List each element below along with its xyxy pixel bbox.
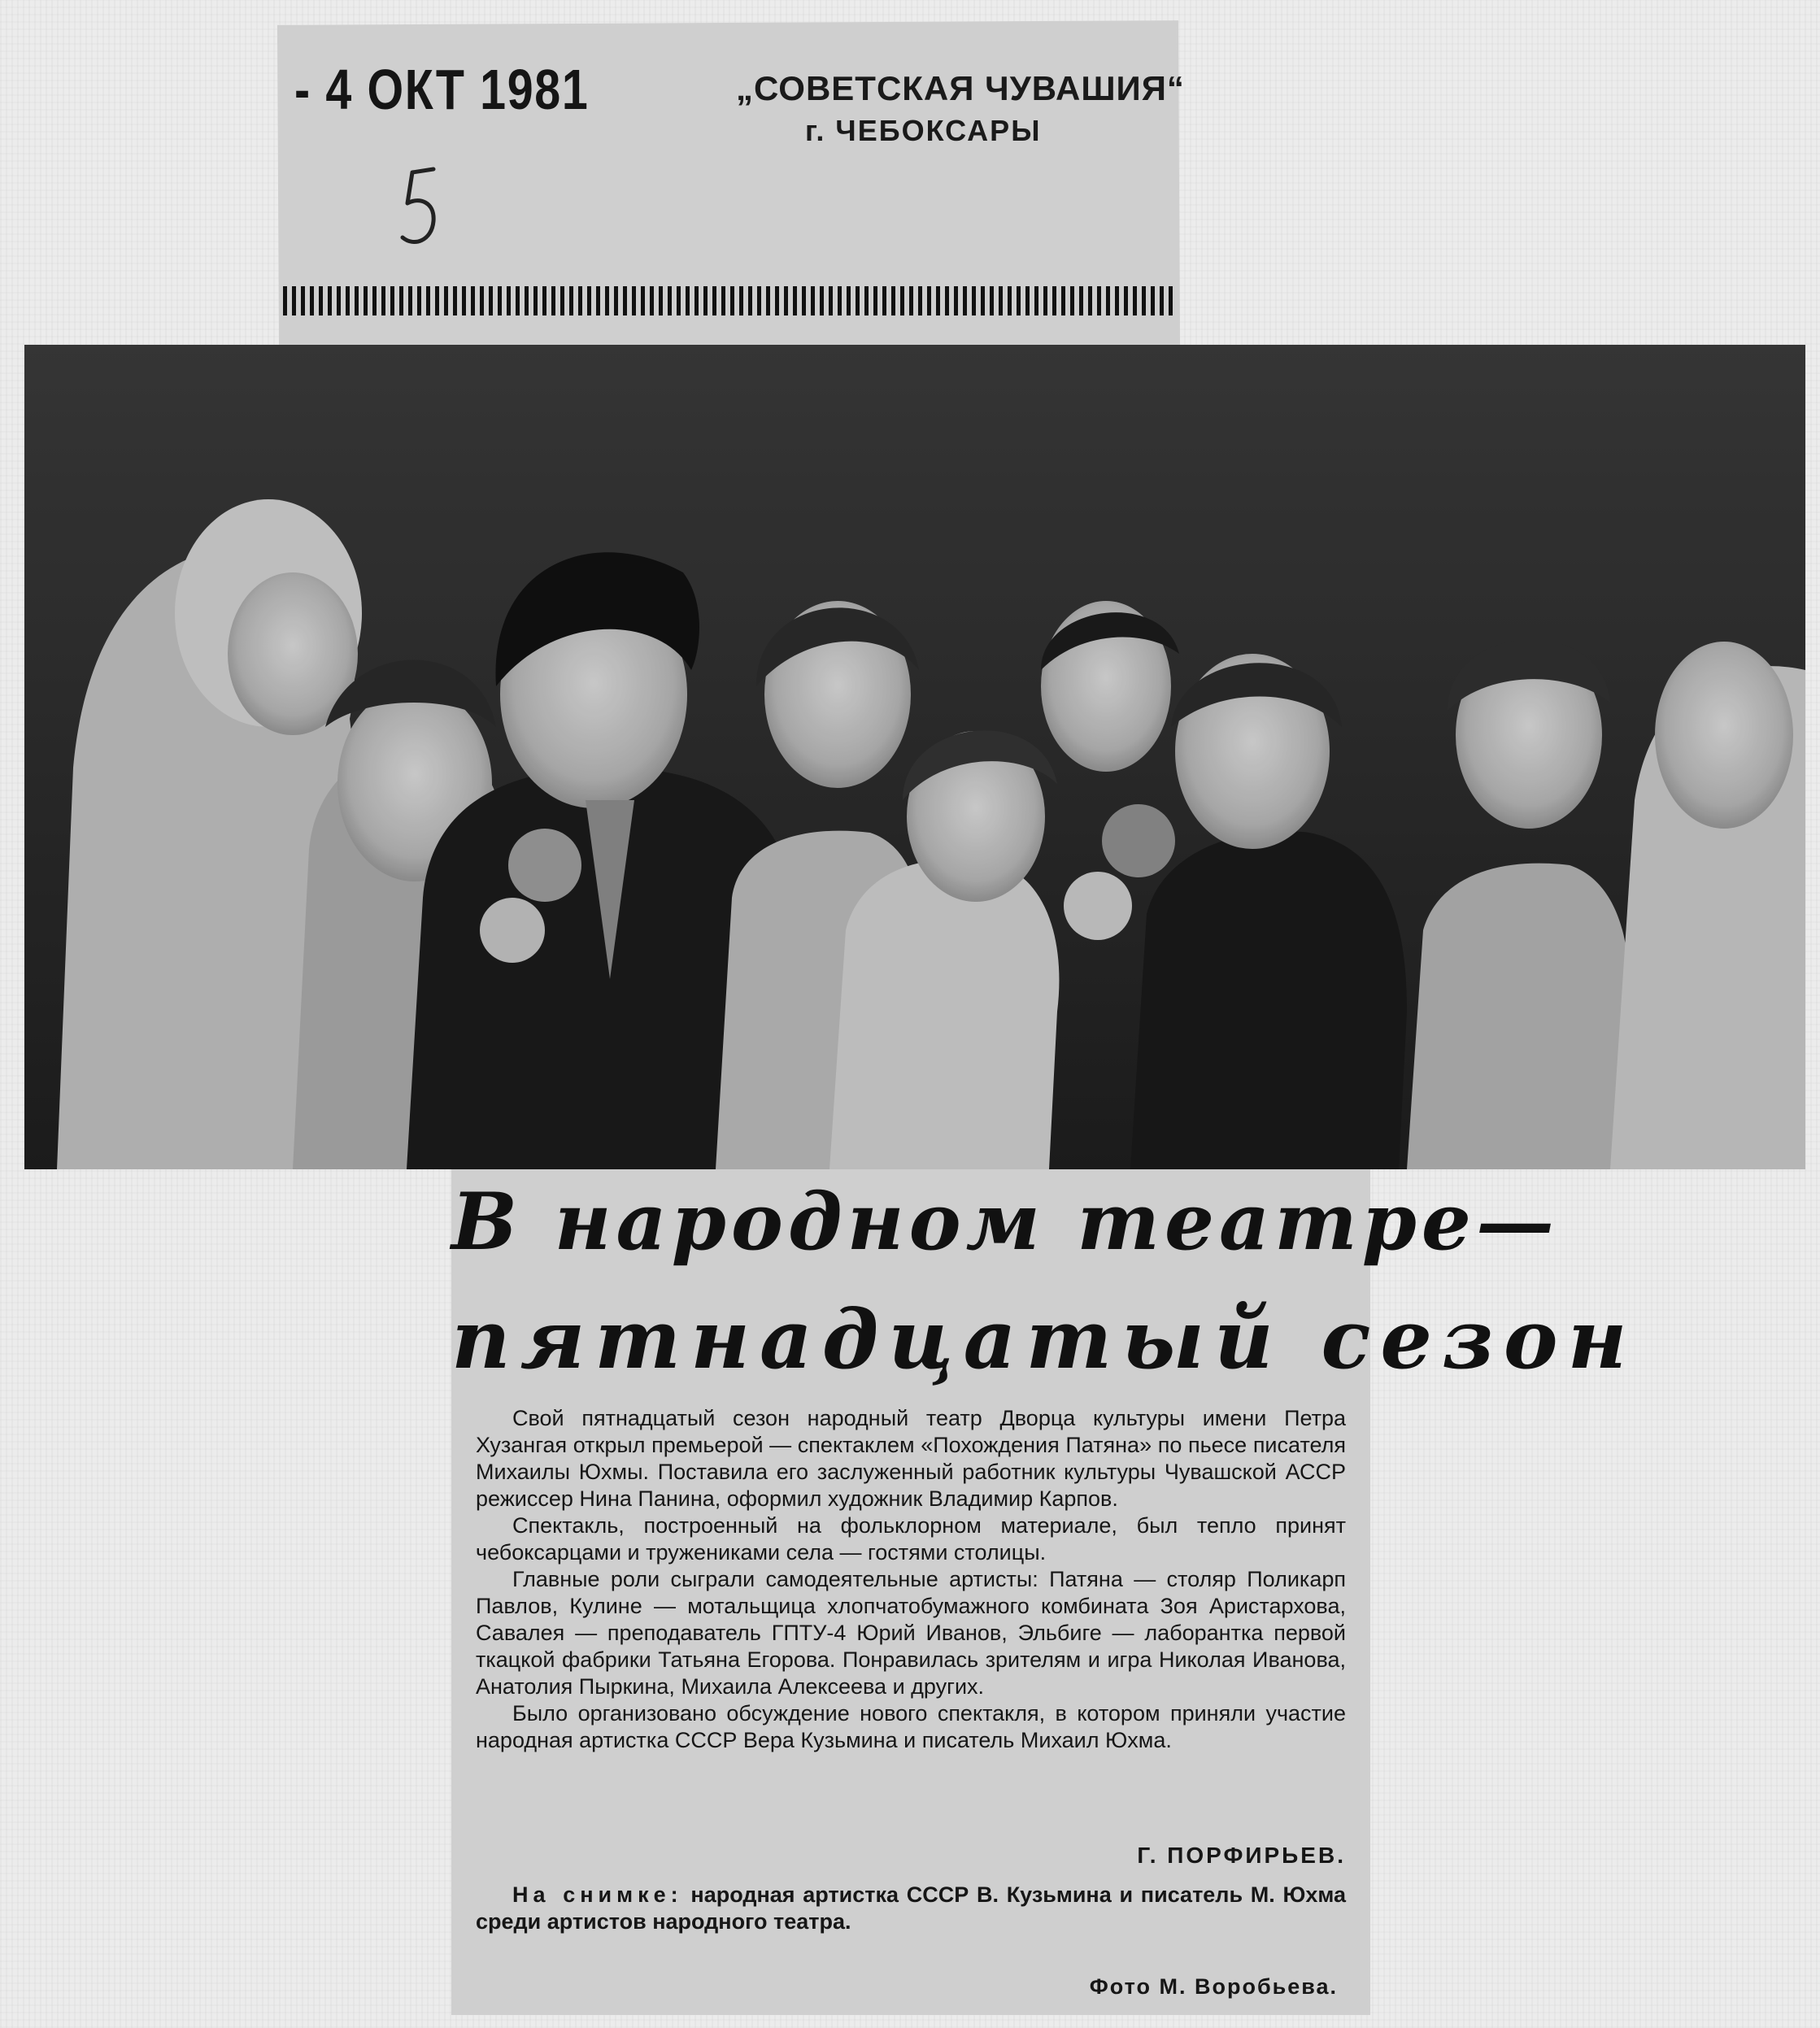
newspaper-name: „СОВЕТСКАЯ ЧУВАШИЯ“ (736, 69, 1185, 107)
paragraph: Свой пятнадцатый сезон народный театр Дворца культуры имени Петра Хузангая открыл премьерой — спектаклем «Похождения Патяна» по пьесе писателя Михаилы Юхмы. Поставила его заслуженный работник культуры Чувашской АССР режиссер Нина Панина, оформил художник Владимир Карпов. (476, 1406, 1346, 1511)
author-signature: Г. ПОРФИРЬЕВ. (1137, 1843, 1346, 1868)
edge-perforation (283, 286, 1174, 316)
group-photo (24, 345, 1805, 1169)
paragraph: Спектакль, построенный на фольклорном материале, был тепло принят чебоксарцами и тружениками села — гостями столицы. (476, 1513, 1346, 1565)
date-stamp: - 4 ОКТ 1981 (294, 58, 590, 121)
caption-text: народная артистка СССР В. Кузьмина и писатель М. Юхма среди артистов народного театра. (476, 1882, 1346, 1934)
paragraph: Было организовано обсуждение нового спектакля, в котором приняли участие народная артистка СССР Вера Кузьмина и писатель Михаил Юхма. (476, 1701, 1346, 1752)
headline-line-2: пятнадцатый сезон (451, 1291, 1637, 1387)
paragraph: Главные роли сыграли самодеятельные артисты: Патяна — столяр Поликарп Павлов, Кулине — мотальщица хлопчатобумажного комбината Зоя Аристархова, Савалея — преподаватель ГПТУ-4 Юрий Иванов, Эльбиге — лаборантка первой ткацкой фабрики Татьяна Егорова. Понравилась зрителям и игра Николая Иванова, Анатолия Пыркина, Михаила Алексеева и других. (476, 1567, 1346, 1699)
headline-line-1: В народном театре— (451, 1176, 1559, 1268)
article-body (476, 1405, 1346, 1754)
article-clipping (451, 1169, 1637, 2015)
city-name: г. ЧЕБОКСАРЫ (805, 114, 1042, 147)
handwritten-number (394, 163, 443, 252)
photo-credit: Фото М. Воробьева. (1089, 1974, 1338, 1999)
caption-label: На снимке: (512, 1882, 683, 1907)
photo-caption (476, 1882, 1346, 1935)
